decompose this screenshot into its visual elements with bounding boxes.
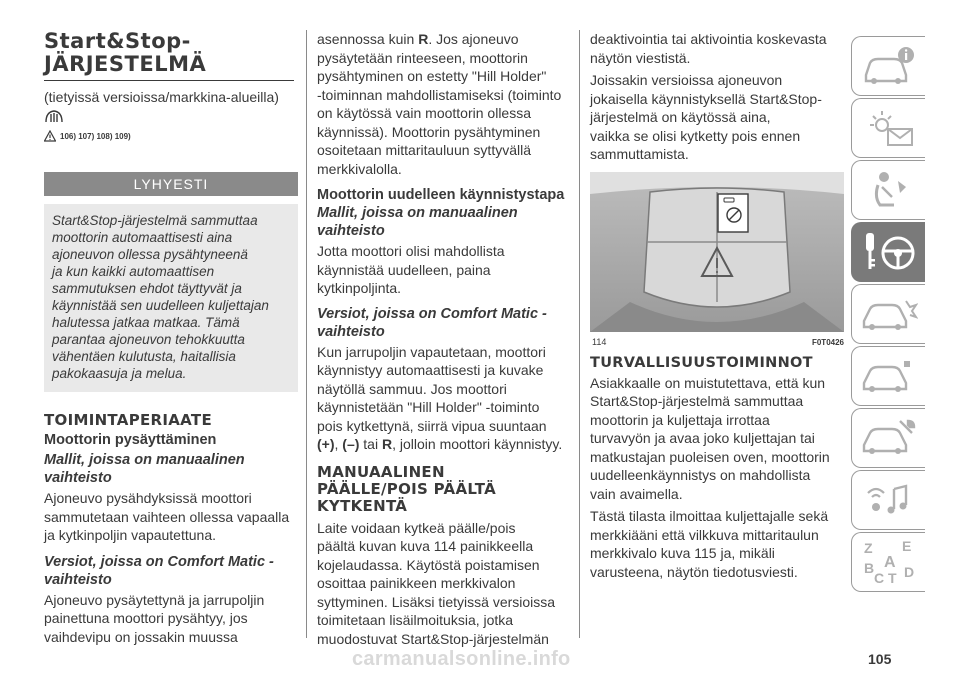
tab-car-info[interactable]: [851, 36, 925, 96]
index-letter: C: [874, 570, 885, 585]
manual-switch-heading-1: MANUAALINEN: [317, 462, 445, 481]
car-crash-icon: [860, 291, 918, 337]
restart-heading: Moottorin uudelleen käynnistystapa: [317, 187, 565, 203]
tab-emergency[interactable]: [851, 346, 925, 406]
tab-multimedia[interactable]: [851, 470, 925, 530]
manual-switch-heading-3: KYTKENTÄ: [317, 496, 408, 515]
section-heading-operating-principle: TOIMINTAPERIAATE: [44, 411, 213, 429]
engine-stop-continued: [317, 30, 571, 178]
restart-comfort-matic-text: [317, 343, 571, 454]
tab-index[interactable]: [851, 532, 925, 592]
car-service-icon: [860, 353, 918, 399]
safety-text-1: Asiakkaalle on muistutettava, että kun Start&Stop-järjestelmä sammuttaa moottorin ja kuljettaja irrottaa turvavyön ja avaa joko kuljettajan tai matkustajan puoleisen oven, moottorin uudelleenkäynnistys on mahdollista vain avaimella.: [590, 374, 830, 502]
gear-r-symbol: R: [418, 31, 429, 47]
page-number: 105: [868, 651, 892, 667]
gear-minus-symbol: (–): [342, 436, 360, 452]
comfort-matic-text: Ajoneuvo pysäytettynä ja jarrupoljin painettuna moottori pysähtyy, jos vaihdevipu on jossakin muussa: [44, 591, 265, 645]
manual-gearbox-heading: Mallit, joissa on manuaalinen vaihteisto: [44, 452, 245, 486]
note-references: 106) 107) 108) 109): [60, 131, 131, 141]
page-title-line-1: Start&Stop-: [44, 29, 191, 53]
warning-notes: [44, 130, 298, 142]
summary-text: Start&Stop-järjestelmä sammuttaa moottorin automaattisesti aina ajoneuvon ollessa pysähtyneenä ja kun kaikki automaattisen sammutuksen ehdot täyttyvät ja käynnistää sen uudelleen kuljettajan halutessa jatkaa matkaa. Tämä parantaa ajoneuvon tehokkuutta vähentäen kulutusta, haitallisia pakokaasuja ja melua.: [44, 204, 298, 392]
multimedia-icon: [860, 477, 918, 523]
column-1: [44, 30, 298, 646]
text-fragment: ,: [334, 436, 343, 452]
text-fragment: , jolloin moottori käynnistyy.: [392, 436, 563, 452]
column-2: [317, 30, 571, 648]
tab-warning-lights[interactable]: [851, 98, 925, 158]
index-letter: Z: [864, 540, 873, 556]
restart-manual-text: Jotta moottori olisi mahdollista käynnistää uudelleen, paina kytkinpoljinta.: [317, 243, 505, 296]
column-divider-2: [579, 30, 580, 638]
key-steering-wheel-icon: [860, 229, 918, 275]
index-letter: T: [888, 570, 897, 585]
page-title-line-2: JÄRJESTELMÄ: [44, 52, 207, 76]
title-rule: [44, 80, 294, 81]
subsection-engine-stop: Moottorin pysäyttäminen: [44, 432, 217, 448]
figure-number: 114: [592, 336, 607, 347]
warning-lights-icon: [860, 105, 918, 151]
figure-code: F0T0426: [811, 337, 844, 347]
chapter-tabs: [851, 36, 925, 594]
index-letter: B: [864, 560, 875, 576]
index-letter: E: [902, 539, 912, 554]
text-fragment: asennossa kuin: [317, 31, 419, 47]
restart-comfort-matic-heading: Versiot, joissa on Comfort Matic - vaihteisto: [317, 305, 547, 340]
column-divider-1: [306, 30, 307, 638]
text-fragment: Kun jarrupoljin vapautetaan, moottori käynnistyy automaattisesti ja kuvake näytöllä sammuu. Jos moottori käynnistetään "Hill Holder" -toiminto pois kytkettynä, siirrä vipua suuntaan: [317, 343, 547, 434]
car-wrench-icon: [860, 415, 918, 461]
seat-airbag-icon: [860, 167, 918, 213]
text-fragment: . Jos ajoneuvo pysäytetään rinteeseen, moottorin pysähtyminen on estetty "Hill Holder" -toiminnan mahdollistamiseksi (toiminto on käytössä vain moottorin ollessa käynnissä). Moottorin pysähtyminen osoitetaan mittaritauluun syttyvällä merkkivalolla.: [317, 31, 562, 177]
tab-maintenance[interactable]: [851, 408, 925, 468]
manual-switch-text: Laite voidaan kytkeä päälle/pois päältä kuvan kuva 114 painikkeella kojelaudassa. Käytöstä poistamisen osoittaa painikkeen merkkivalon syttyminen. Lisäksi tietyissä versioissa toimitetaan lisäilmoituksia, jotka muodostuvat Start&Stop-järjestelmän: [317, 519, 556, 647]
alphabet-index-icon: [860, 539, 918, 585]
manual-gearbox-text: Ajoneuvo pysähdyksissä moottori sammutetaan vaihteen ollessa vapaalla ja kytkinpoljin vapautettuna.: [44, 490, 290, 543]
gear-plus-symbol: (+): [317, 436, 335, 452]
dashboard-button-illustration: [590, 172, 844, 332]
index-letter: D: [904, 564, 915, 580]
comfort-matic-heading: Versiot, joissa on Comfort Matic - vaihteisto: [44, 553, 274, 588]
tab-seat-airbag[interactable]: [851, 160, 925, 220]
fuel-gauge-icon: [44, 108, 64, 126]
switch-text-continued: deaktivointia tai aktivointia koskevasta näytön viestistä.: [590, 31, 827, 66]
summary-heading: LYHYESTI: [44, 172, 298, 196]
startup-note: Joissakin versioissa ajoneuvon jokaisella käynnistyksellä Start&Stop- järjestelmä on käytössä aina, vaikka se olisi kytketty pois ennen sammuttamista.: [590, 72, 822, 162]
index-letter: A: [884, 554, 896, 571]
restart-manual-heading: Mallit, joissa on manuaalinen vaihteisto: [317, 205, 518, 239]
text-fragment: tai: [359, 436, 382, 452]
tab-safety[interactable]: [851, 284, 925, 344]
safety-heading: TURVALLISUUSTOIMINNOT: [590, 354, 813, 371]
tab-starting-driving[interactable]: [851, 222, 925, 282]
column-3: [590, 30, 848, 581]
page-subtitle: (tietyissä versioissa/markkina-alueilla): [44, 89, 279, 105]
safety-text-2: Tästä tilasta ilmoittaa kuljettajalle sekä merkkiääni että vilkkuva mittaritaulun merkkivalo kuva 115 ja, mikäli varusteena, näytön tiedotusviesti.: [590, 508, 829, 580]
car-info-icon: [860, 43, 918, 89]
figure-114: [590, 172, 844, 347]
gear-r-symbol: R: [381, 436, 393, 452]
manual-switch-heading-2: PÄÄLLE/POIS PÄÄLTÄ: [317, 479, 497, 498]
warning-triangle-icon: [44, 130, 56, 142]
watermark: carmanualsonline.info: [352, 648, 571, 670]
